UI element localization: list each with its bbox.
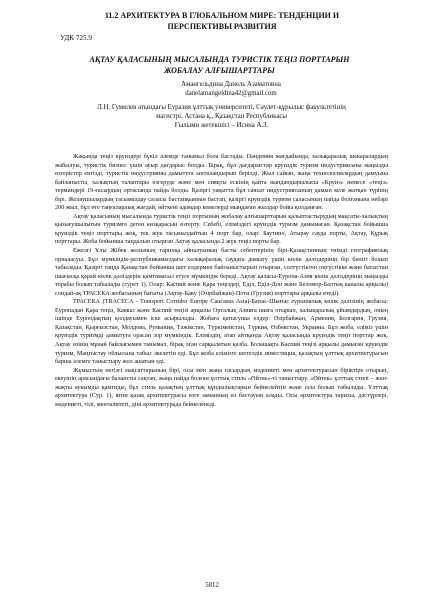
article-title — [55, 54, 384, 76]
author-block — [130, 80, 332, 98]
supervisor-line: Ғылыми жетекшісі – Исина А.З. — [174, 122, 269, 129]
body-paragraph: Ежелгі Ұлы Жібек жолының тарихқа айналуының басты себептерінің бірі-Қазақстанның тиімді географиялық орналасуы. Бұл мүмкіндік-республикамыздағы халықаралық саудаға дамыту үшін көлік дәліздерінің бір бөлігі болып табылады. Қазіргі таңда Қазақстан бойынша шет елдермен байланыстырып отырған, солтүстіктен оңтүстікке және батыстан шығысқа қарай көлік дәліздерін қамтамасыз етуге мүмкіндік береді. Ақтау қаласы-Еуропа-Азия көлік дәліздерінің маңызды торабы болып табылады (сурет 1). Олар: Каспий және Қара теңіздер, Еділ, Еділ-Дон және Беломор-Балтық каналы арқылы) сондай-ақ ТРАСЕКА жобасының бағыты (Ақтау-Баку (Әзірбайжан)-Поти (Грузия) порттары арқылы өтеді). — [55, 247, 388, 297]
article-body — [55, 153, 388, 409]
affiliation-block — [55, 103, 388, 130]
body-paragraph: Ақтау қаласының мысалында туристік теңіз портының жобалау алғышарттарын қалыптастырудың мақсаты-халықтың қызығушылығын туризмге деген көзқарасын өзгерту. Себебі, еліміздегі круиздік туризм дамымаған. Қазақстан бойынша круиздік теңіз порттары жоқ, тек жүк тасымалдайтын 4 порт бар, олар: Баутино, Атырау сауда порты, Ақтау, Құрық порттары. Жоба бойынша таңдалып отырған Ақтау қаласында 2 жүк теңіз порты бар. — [55, 212, 388, 246]
section-title — [60, 10, 384, 32]
page-number: 5812 — [205, 582, 219, 589]
affiliation-line-2: магистрі, Астана қ., Қазақстан Республикасы — [156, 113, 287, 120]
section-title-line-1: 11.2 АРХИТЕКТУРА В ГЛОБАЛЬНОМ МИРЕ: ТЕНДЕНЦИИ И — [104, 11, 340, 20]
udc-code: УДК 725.9 — [60, 34, 93, 42]
article-title-line-1: АҚТАУ ҚАЛАСЫНЫҢ МЫСАЛЫНДА ТУРИСТІК ТЕҢІЗ ПОРТТАРЫН — [89, 55, 350, 64]
body-paragraph: ТРАСЕКА (TRACECA - Transport Corridor Europe Caucasus Asia)-Батыс-Шығыс еуразиялық көлік дәлізінің жобасы: Еуропадан Қара теңіз, Кавказ және Каспий теңізі арқылы Орталық Азияға шыға отырып, халықаралық ұйымдардың, оның ішінде Еуроодақтың қолдауымен іске асырылады. Жобаға қатысушы елдер: Әзірбайжан, Армения, Болгария, Грузия, Қазақстан, Қырғызстан, Молдова, Румыния, Тәжікстан, Түркіменстан, Түркия, Өзбекстан, Украина. Бұл жоба, еліміз үшін круиздік туризмді дамытуға орасан зор мүмкіндік. Еліміздің, атап айтқанда Ақтау қаласында круиздік теңіз порттар жоқ. Ақтау өзінің мұнай байлығымен танымал, бірақ оған сарқылатын қазба. Болашақта Каспий теңізі арқылы дамыған круиздік туризм, Маңғыстау облысына табыс әкелетін еді. Бұл жоба елімізге шетелдік инвестиция, қазақтың ұлттық архитектурасын барша әлемге таныстыру жол ашатын еді. — [55, 298, 388, 366]
affiliation-line-1: Л.Н. Гумилев атындағы Еуразия ұлттық университеті, Сәулет-құрылыс факультетінің — [97, 104, 346, 111]
body-paragraph: Жұмыстың негізгі мақсаттарының бірі, осы мен жаңа ғасырдың мәдениеті мен архитектурасын біріктіре отырып, екеуінің арасындағы балансты сақтап, жаңа пайда болған ұлттық стиль «Өйтек»-ті таныстыру. «Өйтек» ұлттық стилі – жан-жақты аукымды қамтиды, бұл стиль қазақтың ұлттық құндылықтарын бейнелейтін және осы болып табылады. Ұлттық архитектура (Сур. 1), яғни қазақ архитектурасы өзге заманның өз бастауын алады. Осы архитектура тарихы, дәстүрлері, мәдениеті, тілі, менталитеті, діні архитектурада бейнеленеді. — [55, 366, 388, 408]
author-email: danelamangeldina42@gmail.com — [185, 90, 277, 97]
author-name: Амангельдина Дaнель Азаматовна — [181, 81, 281, 88]
article-title-line-2: ЖОБАЛАУ АЛҒЫШАРТТАРЫ — [164, 66, 275, 75]
section-title-line-2: ПЕРСПЕКТИВЫ РАЗВИТИЯ — [167, 22, 277, 31]
body-paragraph: Жақында теңіз круиздері бүкіл әлемде танымал бола бастады. Пандемия жағдайында, халықаралық шекаралардың жабылуы, туристік бизнес үшін ауыр дағдарыс болды. Бірақ, бұл дағдарыстар круиздік туризм индустриясына маңызды өзгерістер енгізді, туристік индустрияны дамытуға ынталандырып берілді. Жыл сайын, жаңа технологиялардың дамуына байланысты, халықтың талаптары өзгеруде және мен сияқты ескінің қайта жандандырылысы «Круиз» немесе «теңіз» терминдері 19-ғасырдың ортасында пайда болды. Қазіргі уақытта бұл саяхат индустриясының дамып келе жатқан түрінің бірі. Жолаушылардың тасымалдау саласы бастапқыннан бастап, қазіргі круиздік туризм саласының пайда болғанына небәрі 200 жыл, бұл өте таңғаларлық жағдай, өйткені адамдар кемелерді мыңдаған жылдар бойы қолданған. — [55, 153, 388, 212]
